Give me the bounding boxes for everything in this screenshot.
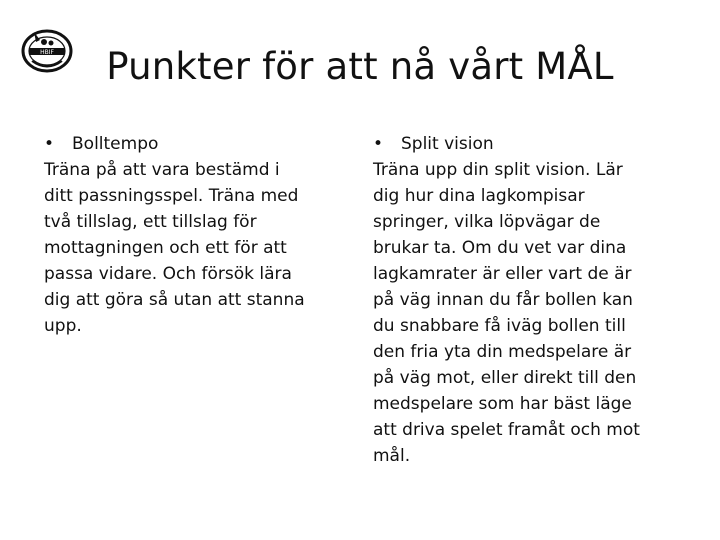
right-bullet-heading (373, 131, 693, 157)
left-heading: Bolltempo (72, 134, 159, 154)
right-column (373, 131, 693, 469)
right-body-text: Träna upp din split vision. Lär dig hur dina lagkompisar springer, vilka löpvägar de brukar ta. Om du vet var dina lagkamrater är eller vart de är på väg innan du får bollen kan du snabbare få iväg bollen till den fria yta din medspelare är på väg mot, eller direkt till den medspelare som har bäst läge att driva spelet framåt och mot mål. (373, 160, 640, 466)
right-heading: Split vision (401, 134, 494, 154)
svg-text:HBIF: HBIF (40, 49, 54, 56)
left-column (44, 131, 350, 339)
bullet-icon: • (373, 134, 384, 154)
left-body-text: Träna på att vara bestämd i ditt passningsspel. Träna med två tillslag, ett tillslag för mottagningen och ett för att passa vidare. Och försök lära dig att göra så utan att stanna upp. (44, 160, 305, 336)
left-bullet-heading (44, 131, 350, 157)
bullet-icon: • (44, 134, 55, 154)
slide-title: Punkter för att nå vårt MÅL (106, 45, 614, 88)
